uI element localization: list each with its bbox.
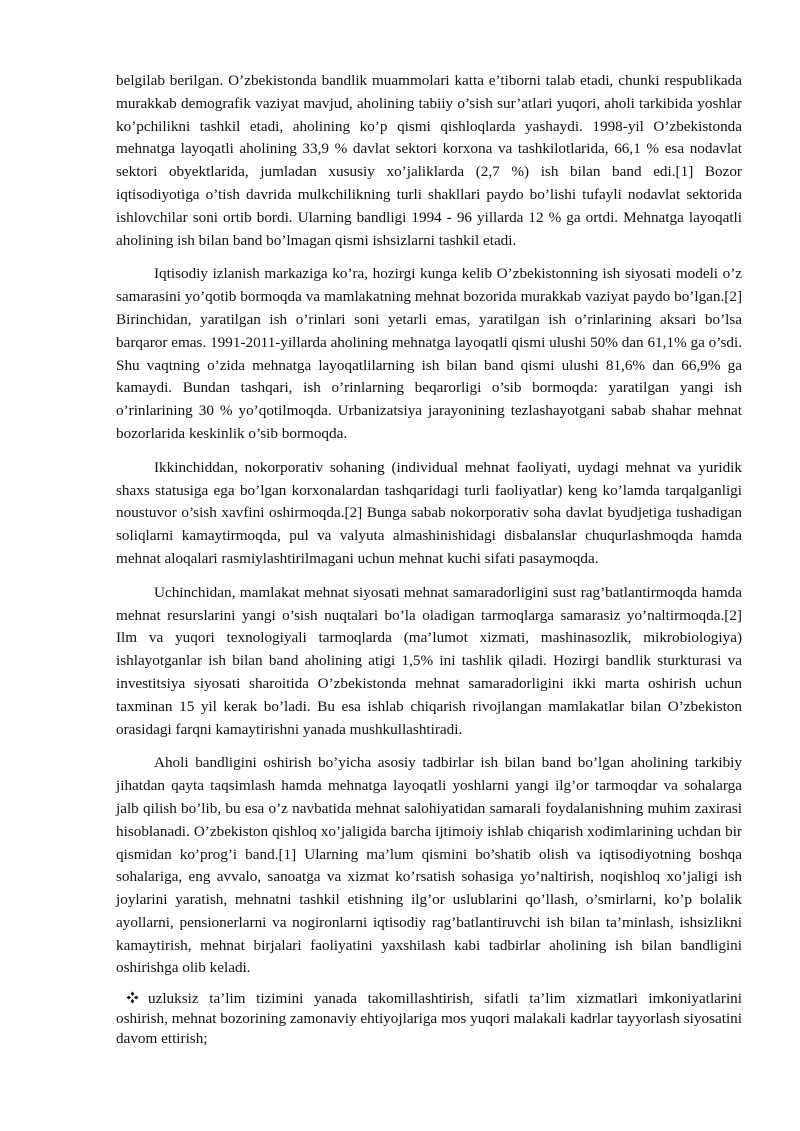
- paragraph-5: Aholi bandligini oshirish bo’yicha asosiy tadbirlar ish bilan band bo’lgan aholining tarkibiy jihatdan qayta taqsimlash hamda mehnatga layoqatli yoshlarni yangi ilg’or tarmoqdar va sohalarga jalb qilish bo’lib, bu esa o’z navbatida mehnat salohiyatidan samarali foydalanishning muhim zaxirasi hisoblanadi. O’zbekiston qishloq xo’jaligida barcha ijtimoiy ishlab chiqarish xodimlarining uchdan bir qismidan ko’prog’i band.[1] Ularning ma’lum qismini bo’shatib olish va iqtisodiyotning boshqa sohalariga, eng avvalo, sanoatga va xizmat ko’rsatish sohasiga yo’naltirish, noqishloq xo’jaligi ish joylarini yaratish, mehnatni tashkil etishning ilg’or uslublarini qo’llash, o’smirlarni, ko’p bolalik ayollarni, pensionerlarni va nogironlarni iqtisodiy rag’batlantiruvchi ish bilan ta’minlash, ishsizlikni kamaytirish, mehnat birjalari faoliyatini yaxshilash kabi tadbirlar aholining ish bilan bandligini oshirishga olib keladi.: [116, 754, 742, 977]
- paragraph-4: Uchinchidan, mamlakat mehnat siyosati mehnat samaradorligini sust rag’batlantirmoqda hamda mehnat resurslarini yangi o’sish nuqtalari bo’la oladigan tarmoqlarga samarasiz yo’naltirmoqda.[2] Ilm va yuqori texnologiyali tarmoqlarda (ma’lumot xizmati, mashinasozlik, mikrobiologiya) ishlayotganlar ish bilan band aholining atigi 1,5% ini tashlik qiladi. Hozirgi bandlik sturkturasi va investitsiya siyosati sharoitida O’zbekistonda mehnat samaradorligini ikki marta oshirish uchun taxminan 15 yil kerak bo’ladi. Bu esa ishlab chiqarish rivojlangan mamlakatlar bilan O’zbekiston orasidagi farqni kamaytirishni yanada mushkullashtiradi.: [116, 583, 742, 738]
- paragraph-1: belgilab berilgan. O’zbekistonda bandlik muammolari katta e’tiborni talab etadi, chunki respublikada murakkab demografik vaziyat mavjud, aholining tabiiy o’sish sur’atlari yuqori, aholi tarkibida yoshlar ko’pchilikni tashkil etadi, aholining ko’p qismi qishloqlarda yashaydi. 1998-yil O’zbekistonda mehnatga layoqatli aholining 33,9 % davlat sektori korxona va tashkilotlarida, 66,1 % esa nodavlat sektori obyektlarida, jumladan xususiy xo’jaliklarda (2,7 %) ish bilan band edi.[1] Bozor iqtisodiyotiga o’tish davrida mulkchilikning turli shakllari paydo bo’lishi tufayli nodavlat sektorida ishlovchilar soni ortib bordi. Ularning bandligi 1994 - 96 yillarda 12 % ga ortdi. Mehnatga layoqatli aholining ish bilan band bo’lmagan qismi ishsizlarni tashkil etadi.: [116, 72, 742, 249]
- four-diamond-bullet-icon: [116, 989, 148, 1009]
- paragraph-3: Ikkinchiddan, nokorporativ sohaning (individual mehnat faoliyati, uydagi mehnat va yuridik shaxs statusiga ega bo’lgan korxonalardan tashqaridagi turli faoliyatlar) keng ko’lamda tarqalganligi noustuvor o’sish xavfini oshirmoqda.[2] Bunga sabab nokorporativ soha davlat byudjetiga tushadigan soliqlarni kamaytirmoqda, pul va valyuta almashinishidagi disbalanslar chuqurlashmoqda hamda mehnat aloqalari rasmiylashtirilmagani uchun mehnat kuchi sifati pasaymoqda.: [116, 458, 742, 567]
- paragraph-2: Iqtisodiy izlanish markaziga ko’ra, hozirgi kunga kelib O’zbekistonning ish siyosati modeli o’z samarasini yo’qotib bormoqda va mamlakatning mehnat bozorida murakkab vaziyat paydo bo’lgan.[2] Birinchidan, yaratilgan ish o’rinlari soni yetarli emas, yaratilgan ish o’rinlarining aksari bo’lsa barqaror emas. 1991-2011-yillarda aholining mehnatga layoqatli qismi ulushi 50% dan 61,1% ga o’sdi. Shu vaqtning o’zida mehnatga layoqatlilarning ish bilan band qismi ulushi 81,6% dan 66,9% ga kamaydi. Bundan tashqari, ish o’rinlarning beqarorligi o’sib bormoqda: yaratilgan yangi ish o’rinlarining 30 % yo’qotilmoqda. Urbanizatsiya jarayonining tezlashayotgani sabab shahar mehnat bozorlarida keskinlik o’sib bormoqda.: [116, 265, 742, 442]
- bullet-text: uzluksiz ta’lim tizimini yanada takomillashtirish, sifatli ta’lim xizmatlari imkoniyatlarini oshirish, mehnat bozorining zamonaviy ehtiyojlariga mos yuqori malakali kadrlar tayyorlash siyosatini davom ettirish;: [116, 990, 742, 1048]
- document-page: [116, 70, 742, 1049]
- bullet-list-item: [116, 989, 742, 1049]
